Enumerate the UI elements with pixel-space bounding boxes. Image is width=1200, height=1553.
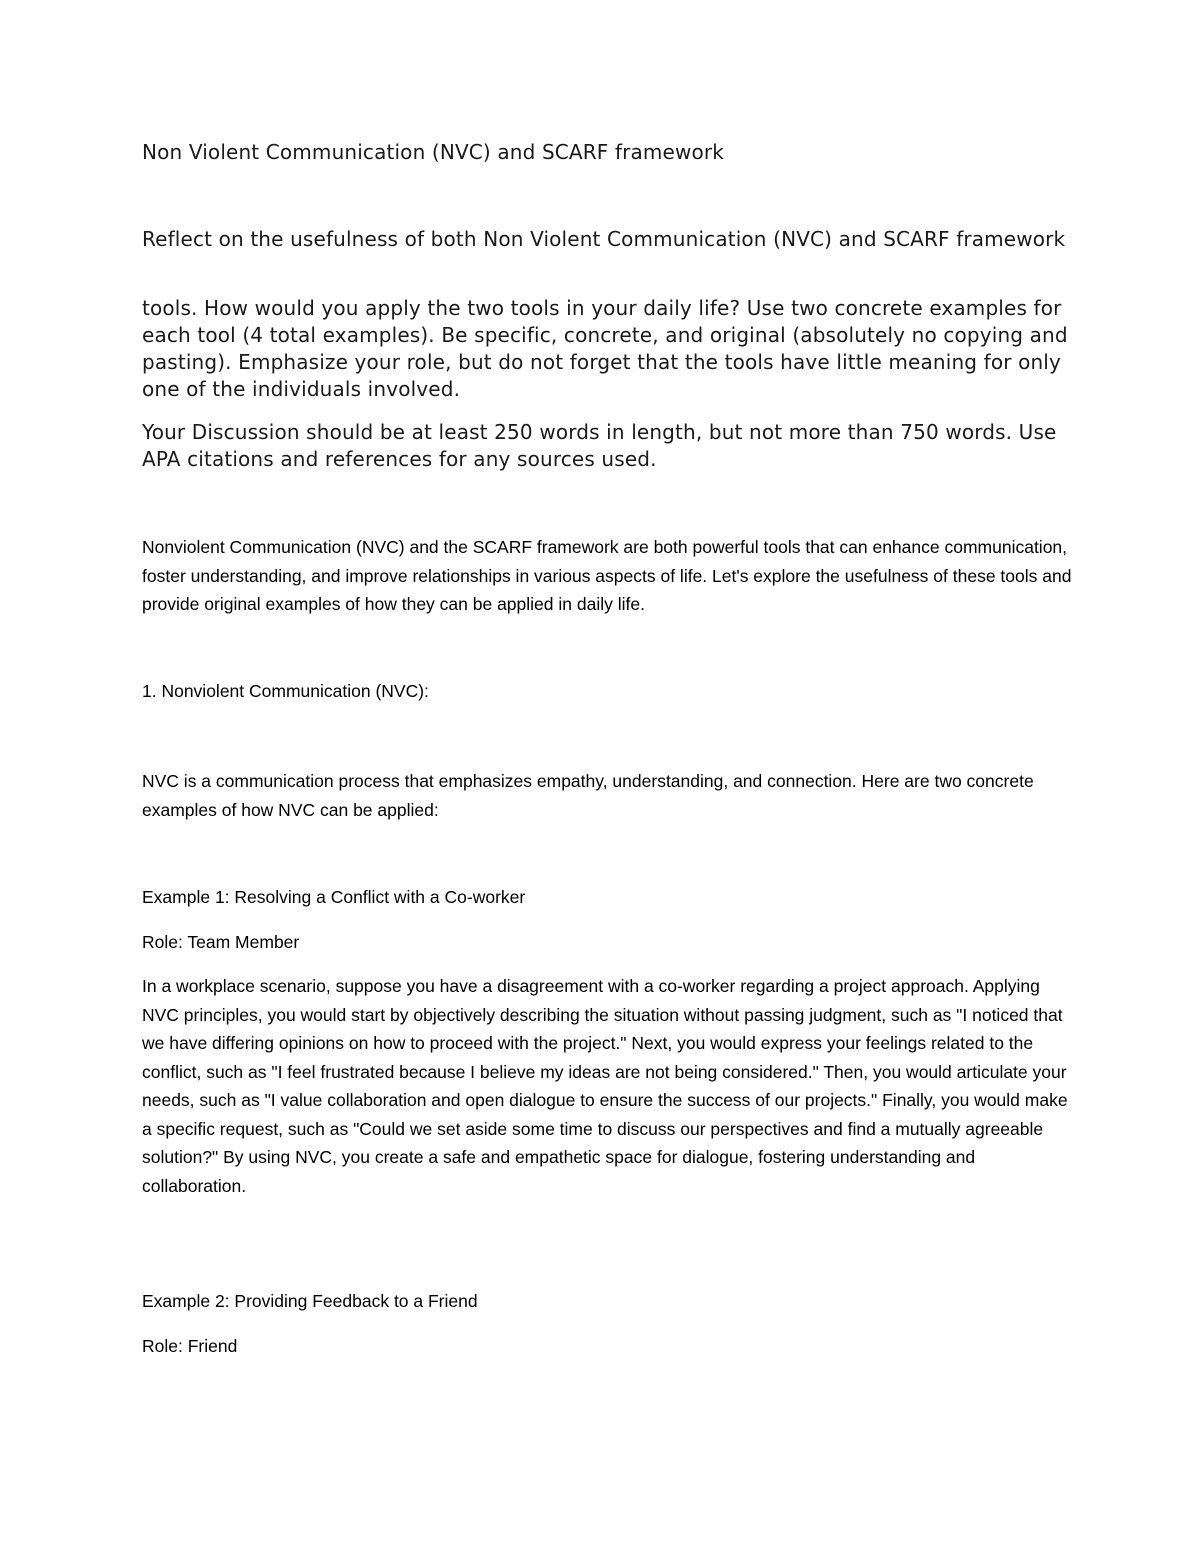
document-title: Non Violent Communication (NVC) and SCARF framework — [142, 140, 725, 164]
example-1-body: In a workplace scenario, suppose you have a disagreement with a co-worker regarding a project approach. Applying NVC principles, you would start by objectively describing the situation without passing judgment, such as "I noticed that we have differing opinions on how to proceed with the project." Next, you would express your feelings related to the conflict, such as "I feel frustrated because I believe my ideas are not being considered." Then, you would articulate your needs, such as "I value collaboration and open dialogue to ensure the success of our projects." Finally, you would make a specific request, such as "Could we set aside some time to discuss our perspectives and find a mutually agreeable solution?" By using NVC, you create a safe and empathetic space for dialogue, fostering understanding and collaboration. — [142, 976, 1068, 1196]
example-1-role: Role: Team Member — [142, 932, 300, 952]
prompt-heading: Reflect on the usefulness of both Non Violent Communication (NVC) and SCARF framework — [142, 227, 1066, 251]
prompt-body: tools. How would you apply the two tools in your daily life? Use two concrete examples for each tool (4 total examples). Be specific, concrete, and original (absolutely no copying and pasting). Emphasize your role, but do not forget that the tools have little meaning for only one of the individuals involved. — [142, 296, 1068, 401]
section-1-heading: 1. Nonviolent Communication (NVC): — [142, 681, 429, 701]
prompt-requirements: Your Discussion should be at least 250 words in length, but not more than 750 words. Use APA citations and references for any sources used. — [142, 420, 1057, 471]
example-2-title: Example 2: Providing Feedback to a Friend — [142, 1291, 478, 1311]
example-1-title: Example 1: Resolving a Conflict with a Co-worker — [142, 887, 526, 907]
intro-paragraph: Nonviolent Communication (NVC) and the SCARF framework are both powerful tools that can enhance communication, foster understanding, and improve relationships in various aspects of life. Let's explore the usefulness of these tools and provide original examples of how they can be applied in daily life. — [142, 537, 1072, 614]
section-1-intro: NVC is a communication process that emphasizes empathy, understanding, and connection. Here are two concrete examples of how NVC can be applied: — [142, 771, 1034, 820]
example-2-role: Role: Friend — [142, 1336, 238, 1356]
